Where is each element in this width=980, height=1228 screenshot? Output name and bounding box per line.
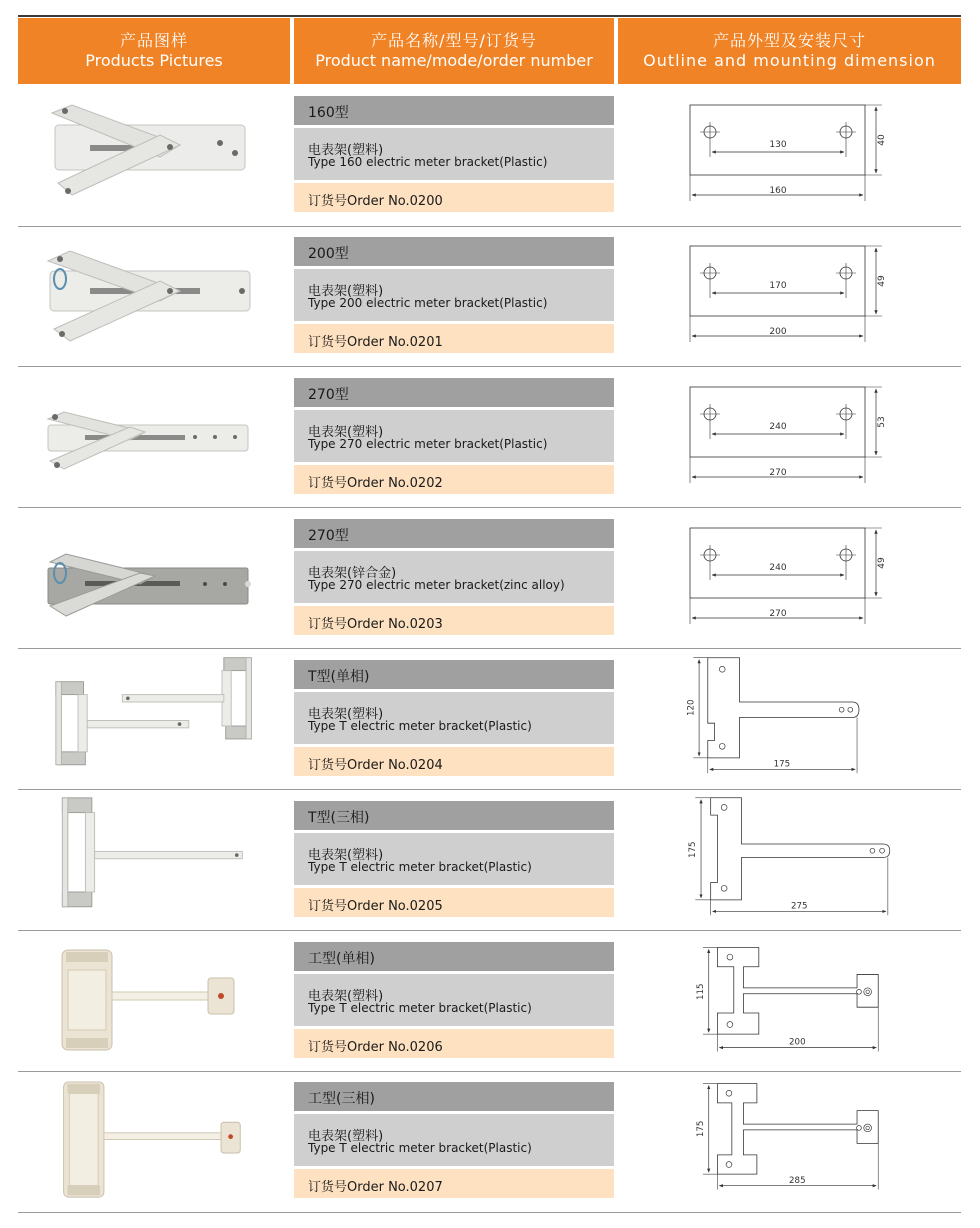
product-name-en: Type T electric meter bracket(Plastic) [308,1001,532,1015]
order-number-bar [294,1029,614,1058]
dimension-length: 275 [790,901,808,912]
dimension-drawing-i-single-phase [660,934,900,1064]
dimension-drawing-200 [660,236,900,366]
product-model-bar [294,942,614,971]
product-photo-bracket-270-zinc [30,518,270,638]
dimension-height: 40 [877,134,887,146]
dimension-height: 120 [686,699,697,717]
dimension-outer: 270 [769,609,787,619]
order-number: 订货号Order No.0207 [308,1180,443,1195]
dimension-inner: 170 [769,281,787,291]
row-divider [18,226,961,227]
product-name-block [294,692,614,744]
product-name-en: Type T electric meter bracket(Plastic) [308,860,532,874]
row-divider [18,507,961,508]
order-number-bar [294,747,614,776]
product-model: 工型(三相) [308,1091,375,1107]
row-divider [18,1071,961,1072]
header-dimension-en: Outline and mounting dimension [643,51,936,70]
dimension-inner: 240 [769,422,787,432]
dimension-length: 285 [789,1175,806,1186]
row-divider [18,1212,961,1213]
product-model: 270型 [308,387,349,403]
order-number-bar [294,606,614,635]
product-name-cn: 电表架(塑料) [308,707,384,722]
dimension-height: 49 [877,275,887,287]
product-model: 200型 [308,246,349,262]
product-name-cn: 电表架(塑料) [308,143,384,158]
dimension-outer: 270 [769,468,787,478]
product-name-cn: 电表架(塑料) [308,425,384,440]
product-photo-t-single-phase [30,654,270,774]
product-name-block [294,974,614,1026]
product-name-cn: 电表架(塑料) [308,1129,384,1144]
order-number: 订货号Order No.0206 [308,1040,443,1055]
product-name-block [294,551,614,603]
product-name-block [294,269,614,321]
order-number-bar [294,465,614,494]
dimension-outer: 160 [769,186,787,196]
row-divider [18,648,961,649]
dimension-height: 115 [695,983,706,1001]
dimension-height: 175 [695,1120,706,1138]
header-pictures-en: Products Pictures [85,51,223,70]
product-name-block [294,1114,614,1166]
product-name-en: Type T electric meter bracket(Plastic) [308,719,532,733]
product-photo-t-three-phase [30,796,270,916]
dimension-height: 49 [877,557,887,569]
product-name-cn: 电表架(塑料) [308,284,384,299]
header-pictures-cn: 产品图样 [119,31,188,50]
dimension-drawing-160 [660,95,900,225]
dimension-height: 175 [688,841,699,859]
product-model: T型(三相) [308,810,370,826]
product-name-block [294,128,614,180]
dimension-height: 53 [877,416,887,428]
order-number: 订货号Order No.0204 [308,758,443,773]
dimension-length: 200 [789,1037,806,1048]
product-name-block [294,833,614,885]
product-model: 270型 [308,528,349,544]
top-rule [18,15,961,17]
header-dimension-cn: 产品外型及安装尺寸 [712,31,866,50]
dimension-outer: 200 [769,327,787,337]
product-model-bar [294,237,614,266]
dimension-drawing-t-single-phase [660,650,900,780]
order-number: 订货号Order No.0203 [308,617,443,632]
header-dimension [618,18,961,84]
header-name-cn: 产品名称/型号/订货号 [371,31,537,50]
product-name-block [294,410,614,462]
order-number: 订货号Order No.0202 [308,476,443,491]
product-name-en: Type 200 electric meter bracket(Plastic) [308,296,548,310]
order-number-bar [294,183,614,212]
dimension-inner: 240 [769,563,787,573]
dimension-length: 175 [773,759,791,770]
dimension-drawing-t-three-phase [660,792,900,922]
product-photo-i-three-phase [30,1080,270,1200]
product-name-en: Type 270 electric meter bracket(zinc alloy) [308,578,565,592]
product-model-bar [294,660,614,689]
dimension-drawing-i-three-phase [660,1074,900,1204]
header-pictures [18,18,290,84]
product-model: 工型(单相) [308,951,375,967]
product-name-en: Type 160 electric meter bracket(Plastic) [308,155,548,169]
product-photo-i-single-phase [30,940,270,1060]
product-model-bar [294,96,614,125]
row-divider [18,366,961,367]
product-photo-bracket-200 [30,236,270,356]
product-model-bar [294,1082,614,1111]
product-name-en: Type 270 electric meter bracket(Plastic) [308,437,548,451]
product-photo-bracket-270 [30,377,270,497]
header-name-en: Product name/mode/order number [315,51,593,70]
dimension-inner: 130 [769,140,787,150]
product-name-cn: 电表架(塑料) [308,848,384,863]
row-divider [18,930,961,931]
order-number: 订货号Order No.0201 [308,335,443,350]
order-number-bar [294,1169,614,1198]
order-number-bar [294,888,614,917]
order-number: 订货号Order No.0200 [308,194,443,209]
dimension-drawing-270 [660,377,900,507]
dimension-drawing-270-zinc [660,518,900,648]
product-model: T型(单相) [308,669,370,685]
header-name [294,18,614,84]
product-model-bar [294,801,614,830]
product-name-cn: 电表架(塑料) [308,989,384,1004]
product-model: 160型 [308,105,349,121]
product-name-en: Type T electric meter bracket(Plastic) [308,1141,532,1155]
product-photo-bracket-160 [30,95,270,215]
product-model-bar [294,519,614,548]
order-number-bar [294,324,614,353]
product-model-bar [294,378,614,407]
order-number: 订货号Order No.0205 [308,899,443,914]
row-divider [18,789,961,790]
product-name-cn: 电表架(锌合金) [308,566,397,581]
